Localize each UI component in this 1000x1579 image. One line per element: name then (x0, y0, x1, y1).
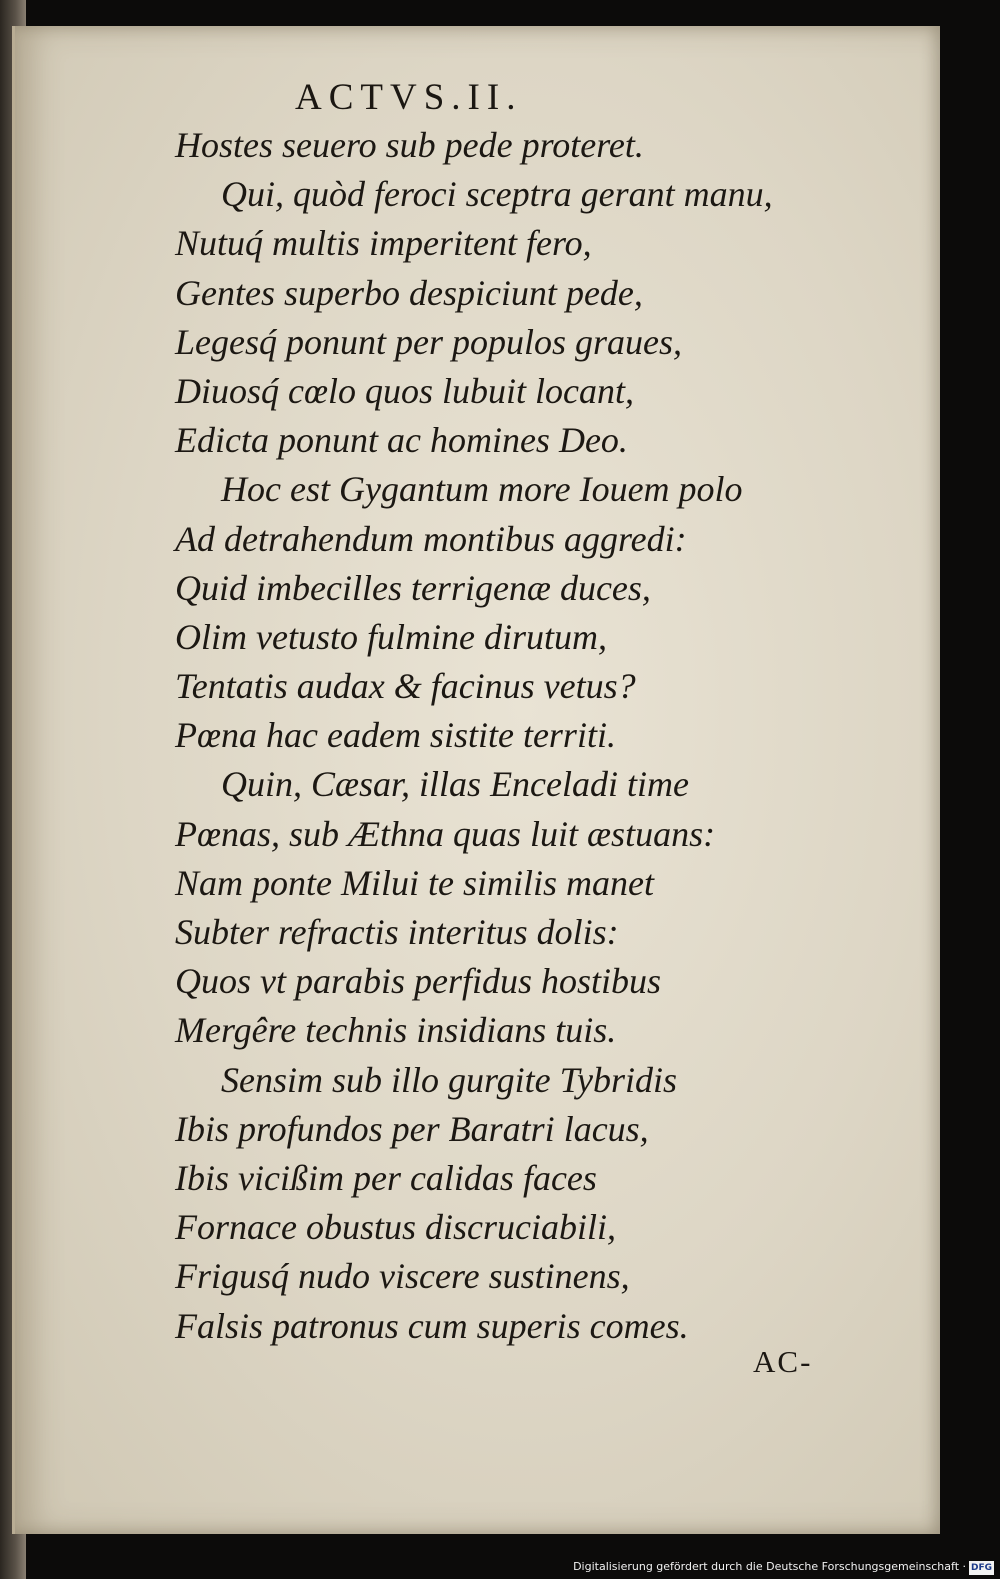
verse-line: Olim vetusto fulmine dirutum, (175, 616, 607, 657)
verse-lines (15, 121, 940, 1351)
act-heading: ACTVS.II. (295, 77, 523, 118)
verse-line: Hoc est Gygantum more Iouem polo (221, 469, 743, 510)
verse-line: Frigusq́ nudo viscere sustinens, (175, 1256, 630, 1297)
verse-line: Edicta ponunt ac homines Deo. (175, 420, 628, 461)
verse-line: Nutuq́ multis imperitent fero, (175, 223, 592, 264)
verse-line: Quos vt parabis perfidus hostibus (175, 961, 662, 1002)
verse-line: Ad detrahendum montibus aggredi: (175, 518, 687, 559)
verse-line: Sensim sub illo gurgite Tybridis (221, 1059, 678, 1100)
verse-line: Ibis profundos per Baratri lacus, (175, 1108, 649, 1149)
verse-line: Quid imbecilles terrigenæ duces, (175, 567, 651, 608)
catchword: AC- (753, 1344, 813, 1379)
verse-line: Falsis patronus cum superis comes. (175, 1305, 689, 1346)
verse-line: Pœnas, sub Æthna quas luit æstuans: (175, 813, 716, 854)
verse-line: Subter refractis interitus dolis: (175, 912, 619, 952)
verse-line: Fornace obustus discruciabili, (175, 1207, 616, 1248)
verse-line: Legesq́ ponunt per populos graues, (175, 321, 682, 362)
funding-credit: Digitalisierung gefördert durch die Deutsche Forschungsgemeinschaft · (573, 1560, 966, 1573)
verse-line: Hostes seuero sub pede proteret. (175, 125, 644, 165)
verse-line: Nam ponte Milui te similis manet (175, 862, 654, 903)
verse-line: Tentatis audax & facinus vetus? (175, 666, 636, 707)
verse-line: Pœna hac eadem sistite territi. (175, 715, 616, 756)
verse-line: Mergêre technis insidians tuis. (175, 1010, 617, 1051)
verse-line: Diuosq́ cœlo quos lubuit locant, (175, 370, 634, 411)
verse-line: Qui, quòd feroci sceptra gerant manu, (221, 174, 773, 215)
verse-line: Ibis vicißim per calidas faces (175, 1157, 597, 1198)
dfg-logo: DFG (970, 1563, 992, 1573)
book-page (12, 26, 940, 1534)
digitization-footer (0, 1551, 1000, 1579)
verse-line: Gentes superbo despiciunt pede, (175, 272, 643, 313)
verse-line: Quin, Cæsar, illas Enceladi time (221, 764, 689, 805)
